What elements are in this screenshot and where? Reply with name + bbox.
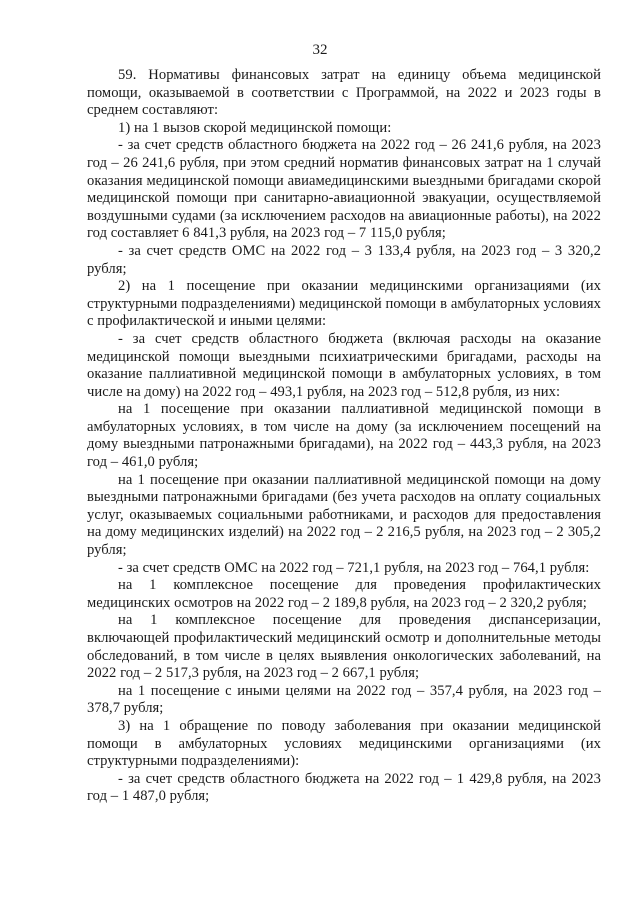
paragraph-item-3: 3) на 1 обращение по поводу заболевания при оказании медицинской помощи в амбулаторных условиях медицинскими организациями (их структурными подразделениями): xyxy=(87,717,601,770)
paragraph-item-1: 1) на 1 вызов скорой медицинской помощи: xyxy=(118,119,392,136)
paragraph-item-3-regional-budget: - за счет средств областного бюджета на 2022 год – 1 429,8 рубля, на 2023 год – 1 487,0 рубля; xyxy=(87,770,601,805)
paragraph-item-2: 2) на 1 посещение при оказании медицинскими организациями (их структурными подразделениями) медицинской помощи в амбулаторных условиях с профилактической и иными целями: xyxy=(87,278,601,330)
paragraph-item-2-regional-budget: - за счет средств областного бюджета (включая расходы на оказание медицинской помощи выездными психиатрическими бригадами, расходы на оказание паллиативной медицинской помощи в амбулаторных условиях, в том числе на дому) на 2022 год – 493,1 рубля, на 2023 год – 512,8 рубля, из них: xyxy=(87,330,601,400)
paragraph-item-1-oms: - за счет средств ОМС на 2022 год – 3 133,4 рубля, на 2023 год – 3 320,2 рубля; xyxy=(87,242,601,277)
paragraph-item-2-oms: - за счет средств ОМС на 2022 год – 721,1 рубля, на 2023 год – 764,1 рубля: xyxy=(118,559,590,576)
paragraph-59-heading: 59. Нормативы финансовых затрат на единицу объема медицинской помощи, оказываемой в соответствии с Программой, на 2022 и 2023 годы в среднем составляют: xyxy=(87,67,601,119)
paragraph-item-2-dispensary: на 1 комплексное посещение для проведения диспансеризации, включающей профилактический медицинский осмотр и дополнительные методы обследований, в том числе в целях выявления онкологических заболеваний, на 2022 год – 2 517,3 рубля, на 2023 год – 2 667,1 рубля; xyxy=(87,612,601,682)
paragraph-item-2-palliative-home: на 1 посещение при оказании паллиативной медицинской помощи на дому выездными патронажными бригадами (без учета расходов на оплату социальных услуг, оказываемых социальными работниками, и расходов для предоставления на дому медицинских изделий) на 2022 год – 2 216,5 рубля, на 2023 год – 2 305,2 рубля; xyxy=(87,471,601,559)
paragraph-item-1-regional-budget: - за счет средств областного бюджета на 2022 год – 26 241,6 рубля, на 2023 год – 26 241,6 рубля, при этом средний норматив финансовых затрат на 1 случай оказания медицинской помощи авиамедицинскими выездными бригадами скорой медицинской помощи при санитарно-авиационной эвакуации, осуществляемой воздушными судами (за исключением расходов на авиационные работы), на 2022 год составляет 6 841,3 рубля, на 2023 год – 7 115,0 рубля; xyxy=(87,137,601,242)
page-number: 32 xyxy=(312,42,328,58)
paragraph-item-2-preventive-exams: на 1 комплексное посещение для проведения профилактических медицинских осмотров на 2022 год – 2 189,8 рубля, на 2023 год – 2 320,2 рубля; xyxy=(87,577,601,611)
paragraph-item-2-palliative-ambulatory: на 1 посещение при оказании паллиативной медицинской помощи в амбулаторных условиях, в том числе на дому (за исключением посещений на дому выездными патронажными бригадами), на 2022 год – 443,3 рубля, на 2023 год – 461,0 рубля; xyxy=(87,401,601,471)
paragraph-item-2-other-purposes: на 1 посещение с иными целями на 2022 год – 357,4 рубля, на 2023 год – 378,7 рубля; xyxy=(87,682,601,717)
document-body xyxy=(87,67,601,806)
